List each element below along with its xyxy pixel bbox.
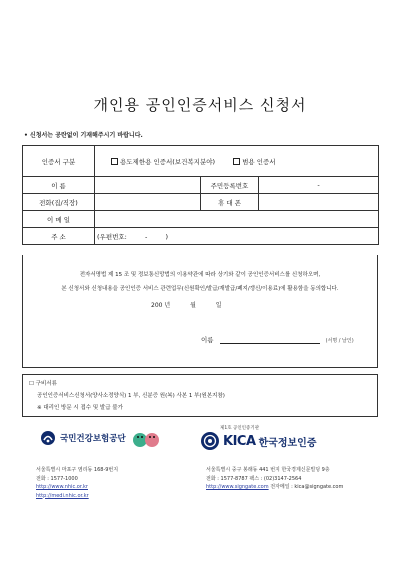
postal-suffix: ) xyxy=(165,232,169,241)
kica-name: 한국정보인증 xyxy=(258,437,317,449)
mobile-label: 휴 대 폰 xyxy=(201,194,259,211)
phone-field[interactable] xyxy=(95,194,201,211)
month-label: 월 xyxy=(190,302,196,309)
phone-label: 전화(집/직장) xyxy=(23,194,95,211)
name-label: 이 름 xyxy=(23,177,95,194)
rrn-field[interactable]: - xyxy=(259,177,379,194)
consent-text xyxy=(23,268,377,296)
sign-hint: (서명 / 날인) xyxy=(325,338,354,344)
cert-option-general[interactable]: 범용 인증서 xyxy=(233,158,275,166)
day-label: 일 xyxy=(215,302,222,309)
cert-type-options xyxy=(95,146,379,177)
mascot-icon xyxy=(130,428,162,448)
year-label: 200 년 xyxy=(151,302,171,309)
cert-type-label: 인증서 구분 xyxy=(23,146,95,177)
postal-prefix: (우편번호: xyxy=(97,232,127,241)
application-form xyxy=(22,145,379,245)
documents-item-2: ※ 대리인 방문 시 접수 및 발급 불가 xyxy=(37,405,123,411)
nhic-contact xyxy=(36,466,118,500)
sign-label: 이름 xyxy=(201,336,214,344)
consent-section xyxy=(22,255,378,368)
documents-header: ☐ 구비서류 xyxy=(29,381,57,387)
checkbox-icon[interactable] xyxy=(111,158,118,165)
fill-note: • 신청서는 공란없이 기재해주시기 바랍니다. xyxy=(24,132,143,139)
nhic-url-1[interactable]: http://www.nhic.or.kr xyxy=(36,484,88,490)
kica-logo xyxy=(200,425,316,451)
kica-emblem-icon xyxy=(200,431,220,451)
cert-option-restricted[interactable]: 용도제한용 인증서(보건복지분야) xyxy=(111,158,215,166)
nhic-url-2[interactable]: http://medi.nhic.or.kr xyxy=(36,492,89,499)
nhic-logo xyxy=(40,428,162,448)
kica-phone: 전화 : 1577-8787 팩스 : (02)3147-2564 xyxy=(206,475,302,482)
email-label: 이 메 일 xyxy=(23,211,95,228)
documents-item-1: 공인인증서비스신청서(양사소정양식) 1 부, 신분증 원(복) 사본 1 부(원본지참) xyxy=(37,393,225,399)
nhic-phone: 전화 : 1577-1000 xyxy=(36,475,78,482)
rrn-label: 주민등록번호 xyxy=(201,177,259,194)
required-documents xyxy=(22,374,378,417)
postal-dash: - xyxy=(145,232,148,241)
kica-homepage[interactable]: http://www.signgate.com xyxy=(206,484,269,490)
consent-line-2: 본 신청서와 신청내용을 공인인증 서비스 관련업무(신원확인/발급/재발급/폐지/갱신/이용료)에 활용함을 동의합니다. xyxy=(61,286,339,292)
consent-line-1: 전자서명법 제 15 조 및 정보통신망법의 이용약관에 따라 상기와 같이 공인인증서비스를 신청하오며, xyxy=(79,272,321,278)
signature-line xyxy=(201,335,354,344)
checkbox-icon[interactable] xyxy=(233,158,240,165)
date-line xyxy=(151,300,240,309)
address-field[interactable] xyxy=(95,228,379,245)
signature-field[interactable] xyxy=(220,336,320,344)
page-title: 개인용 공인인증서비스 신청서 xyxy=(93,96,307,114)
mobile-field[interactable] xyxy=(259,194,379,211)
kica-address: 서울특별시 중구 봉래동 441 번지 한국경제신문빌딩 9층 xyxy=(206,467,330,473)
address-label: 주 소 xyxy=(23,228,95,245)
name-field[interactable] xyxy=(95,177,201,194)
email-field[interactable] xyxy=(95,211,379,228)
kica-contact xyxy=(206,466,343,492)
kica-tagline: 제1호 공인인증기관 xyxy=(220,426,260,431)
nhic-name: 국민건강보험공단 xyxy=(60,434,126,444)
nhic-emblem-icon xyxy=(40,430,56,446)
kica-email: 전자메일 : kica@signgate.com xyxy=(270,484,344,490)
nhic-address: 서울특별시 마포구 염리동 168-9번지 xyxy=(36,467,119,473)
kica-brand: KICA xyxy=(223,433,256,449)
